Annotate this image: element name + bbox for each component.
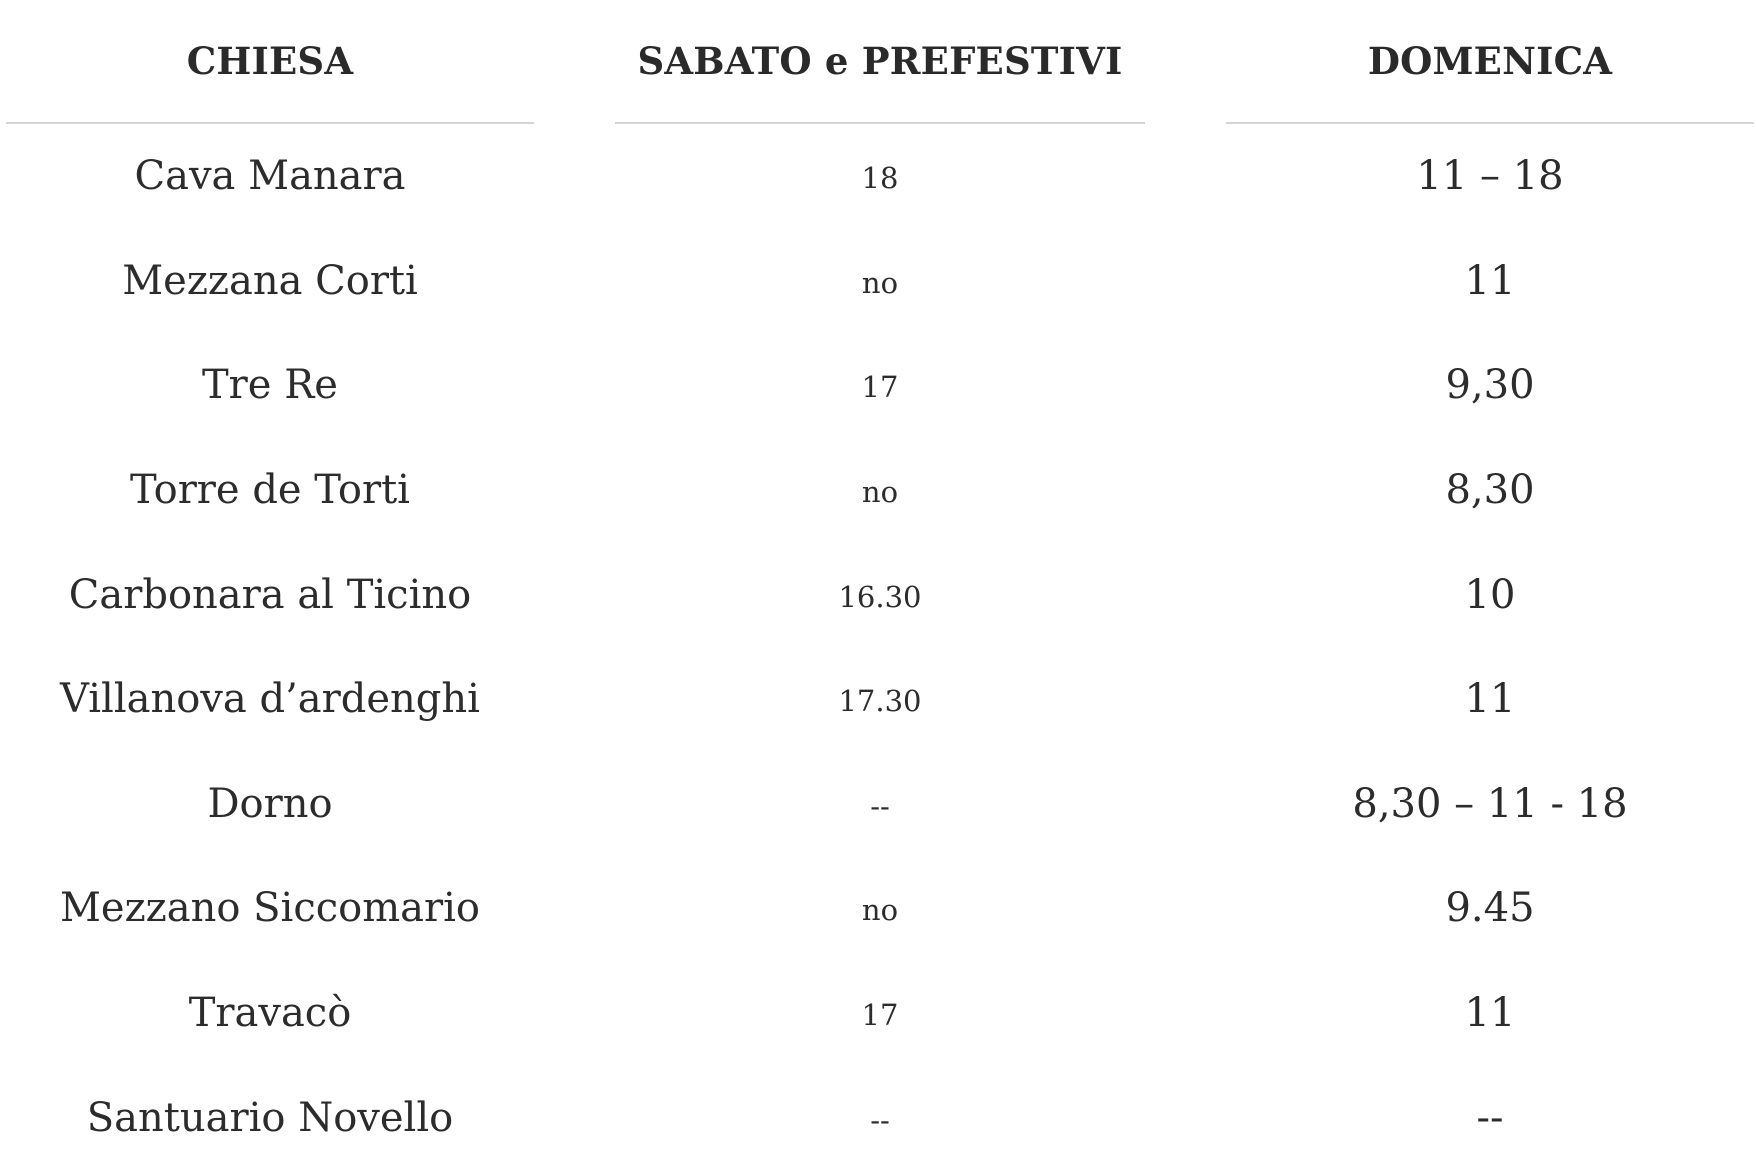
cell-sunday: 11: [1464, 257, 1516, 304]
table-row: [0, 647, 1756, 752]
cell-sunday: 11: [1464, 990, 1516, 1037]
cell-church: Travacò: [188, 990, 352, 1037]
cell-saturday: no: [861, 265, 899, 300]
table-row: [0, 124, 1756, 229]
cell-church: Santuario Novello: [86, 1094, 454, 1141]
header-saturday: SABATO e PREFESTIVI: [615, 0, 1145, 124]
cell-sunday: 8,30: [1445, 467, 1535, 514]
cell-sunday: --: [1476, 1094, 1504, 1141]
cell-sunday: 8,30 – 11 - 18: [1352, 780, 1628, 827]
cell-saturday: --: [870, 788, 890, 823]
table-row: [0, 856, 1756, 961]
cell-church: Mezzana Corti: [122, 257, 418, 304]
table-row: [0, 961, 1756, 1066]
header-sunday: DOMENICA: [1226, 0, 1754, 124]
cell-saturday: 18: [861, 161, 899, 196]
table-header-row: [0, 0, 1756, 124]
table-row: [0, 542, 1756, 647]
table-row: [0, 1065, 1756, 1170]
cell-saturday: 17.30: [838, 684, 922, 719]
table-row: [0, 438, 1756, 543]
cell-church: Villanova d’ardenghi: [60, 676, 480, 723]
cell-church: Carbonara al Ticino: [68, 571, 472, 618]
cell-saturday: --: [870, 1102, 890, 1137]
cell-church: Tre Re: [202, 362, 338, 409]
cell-saturday: no: [861, 475, 899, 510]
cell-sunday: 11: [1464, 676, 1516, 723]
cell-sunday: 9.45: [1445, 885, 1535, 932]
cell-church: Cava Manara: [134, 153, 406, 200]
cell-saturday: 17: [861, 370, 899, 405]
cell-church: Torre de Torti: [130, 467, 410, 514]
cell-church: Dorno: [207, 780, 333, 827]
table-row: [0, 333, 1756, 438]
table-row: [0, 229, 1756, 334]
header-church: CHIESA: [6, 0, 534, 124]
cell-church: Mezzano Siccomario: [59, 885, 481, 932]
cell-sunday: 10: [1464, 571, 1516, 618]
cell-saturday: 16.30: [838, 579, 922, 614]
cell-saturday: no: [861, 893, 899, 928]
cell-sunday: 11 – 18: [1416, 153, 1564, 200]
cell-sunday: 9,30: [1445, 362, 1535, 409]
table-body: [0, 124, 1756, 1170]
table-row: [0, 752, 1756, 857]
cell-saturday: 17: [861, 998, 899, 1033]
